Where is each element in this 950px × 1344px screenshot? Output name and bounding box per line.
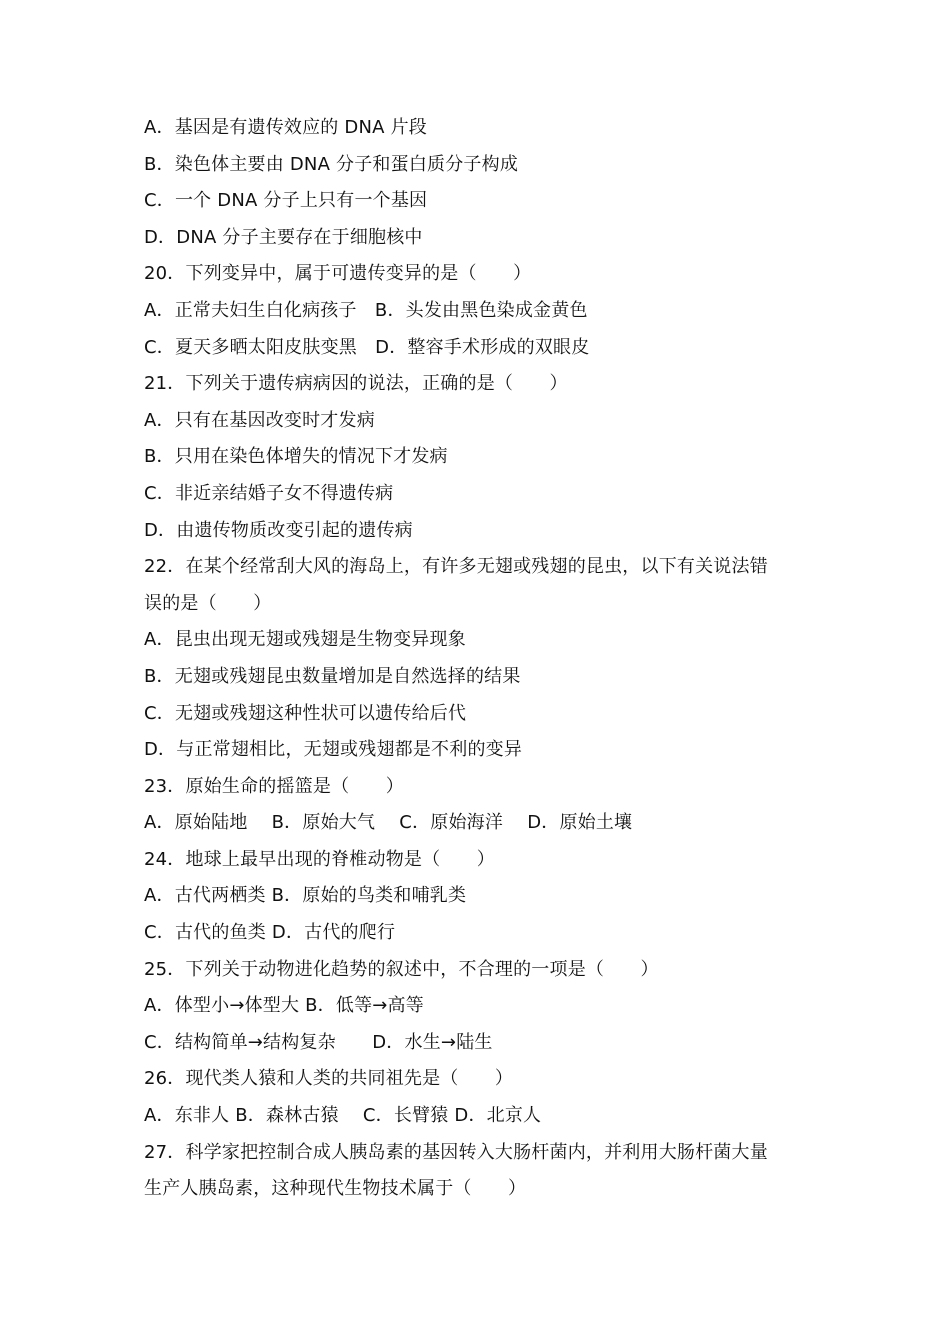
option-line: A．昆虫出现无翅或残翅是生物变异现象 (144, 629, 466, 651)
option-line: A．古代两栖类 B．原始的鸟类和哺乳类 (144, 885, 467, 907)
question-27: 27．科学家把控制合成人胰岛素的基因转入大肠杆菌内，并利用大肠杆菌大量 (144, 1141, 768, 1163)
question-24: 24．地球上最早出现的脊椎动物是（ ） (144, 848, 495, 870)
option-line: D．由遗传物质改变引起的遗传病 (144, 519, 413, 541)
option-line: A．只有在基因改变时才发病 (144, 409, 375, 431)
option-line: A．原始陆地 B．原始大气 C．原始海洋 D．原始土壤 (144, 812, 633, 834)
question-23: 23．原始生命的摇篮是（ ） (144, 775, 404, 797)
option-line: B．无翅或残翅昆虫数量增加是自然选择的结果 (144, 665, 521, 687)
option-line: C．古代的鱼类 D．古代的爬行 (144, 922, 396, 944)
option-line: D．与正常翅相比，无翅或残翅都是不利的变异 (144, 739, 523, 761)
option-line: B．只用在染色体增失的情况下才发病 (144, 446, 448, 468)
option-line: C．结构简单→结构复杂 D．水生→陆生 (144, 1031, 493, 1053)
option-line: C．非近亲结婚子女不得遗传病 (144, 482, 394, 504)
question-27-continued: 生产人胰岛素，这种现代生物技术属于（ ） (144, 1178, 527, 1200)
option-line: A．东非人 B．森林古猿 C．长臂猿 D．北京人 (144, 1105, 542, 1127)
question-26: 26．现代类人猿和人类的共同祖先是（ ） (144, 1068, 514, 1090)
option-line: B．染色体主要由 DNA 分子和蛋白质分子构成 (144, 153, 519, 175)
question-25: 25．下列关于动物进化趋势的叙述中，不合理的一项是（ ） (144, 958, 659, 980)
option-line: C．一个 DNA 分子上只有一个基因 (144, 190, 428, 212)
question-22-continued: 误的是（ ） (144, 592, 272, 614)
option-line: A．基因是有遗传效应的 DNA 片段 (144, 117, 427, 138)
option-line: C．夏天多晒太阳皮肤变黑 D．整容手术形成的双眼皮 (144, 336, 590, 358)
option-line: D．DNA 分子主要存在于细胞核中 (144, 226, 423, 248)
option-line: C．无翅或残翅这种性状可以遗传给后代 (144, 702, 467, 724)
question-22: 22．在某个经常刮大风的海岛上，有许多无翅或残翅的昆虫，以下有关说法错 (144, 556, 768, 578)
question-21: 21．下列关于遗传病病因的说法，正确的是（ ） (144, 373, 568, 395)
question-20: 20．下列变异中，属于可遗传变异的是（ ） (144, 263, 532, 285)
question-text-block (144, 110, 816, 1208)
option-line: A．体型小→体型大 B．低等→高等 (144, 995, 424, 1017)
option-line: A．正常夫妇生白化病孩子 B．头发由黑色染成金黄色 (144, 299, 588, 321)
